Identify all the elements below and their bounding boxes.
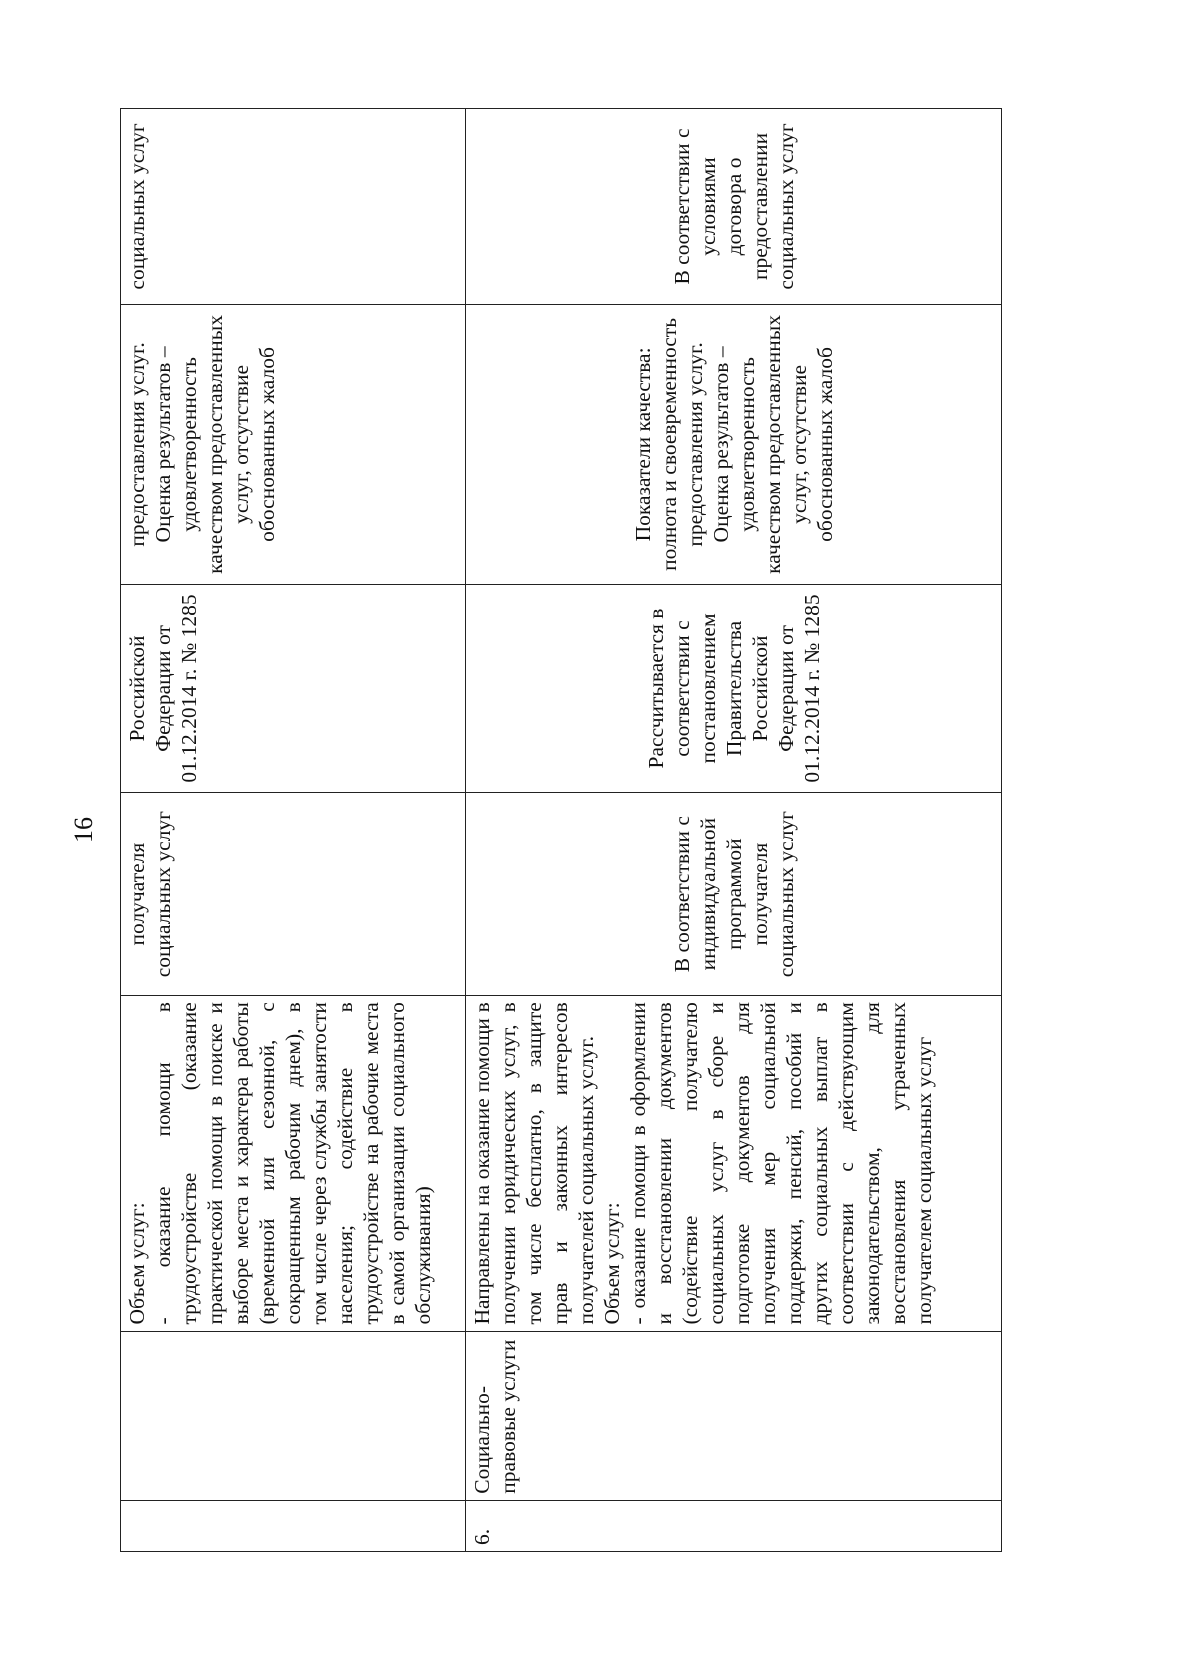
row-number <box>121 1500 466 1551</box>
service-conditions: В соответствии с условиями договора о предоставлении социальных услуг <box>466 109 1002 305</box>
service-term: В соответствии с индивидуальной программой получателя социальных услуг <box>466 793 1002 996</box>
service-conditions: социальных услуг <box>121 109 466 305</box>
service-description <box>121 996 466 1331</box>
services-table <box>120 108 1002 1552</box>
service-term: получателя социальных услуг <box>121 793 466 996</box>
quality-indicators: предоставления услуг. Оценка результатов – удовлетворенность качеством предоставленных услуг, отсутствие обоснованных жалоб <box>121 304 466 584</box>
table-row <box>466 109 1002 1552</box>
service-price: Российской Федерации от 01.12.2014 г. № 1285 <box>121 584 466 792</box>
description-text: Объем услуг: - оказание помощи в трудоустройстве (оказание практической помощи в поиске и выборе места и характера работы (временной или сезонной, с сокращенным рабочим днем), в том числе через службы занятости населения; содействие в трудоустройстве на рабочие места в самой организации социального обслуживания) <box>125 1002 435 1325</box>
service-price: Рассчитывается в соответствии с постановлением Правительства Российской Федерации от 01.12.2014 г. № 1285 <box>466 584 1002 792</box>
service-description <box>466 996 1002 1331</box>
table-row <box>121 109 466 1552</box>
service-name: Социально-правовые услуги <box>466 1331 1002 1500</box>
quality-indicators: Показатели качества: полнота и своевременность предоставления услуг. Оценка результатов – удовлетворенность качеством предоставленных услуг, отсутствие обоснованных жалоб <box>466 304 1002 584</box>
description-text: Направлены на оказание помощи в получении юридических услуг, в том числе бесплатно, в защите прав и законных интересов получателей социальных услуг. Объем услуг: - оказание помощи в оформлении и восстановлении документов (содействие получателю социальных услуг в сборе и подготовке документов для получения мер социальной поддержки, пенсий, пособий и других социальных выплат в соответствии с действующим законодательством, для восстановления утраченных получателем социальных услуг <box>470 1002 936 1325</box>
rotated-table-container <box>120 108 1002 1552</box>
service-name <box>121 1331 466 1500</box>
page-number: 16 <box>69 817 98 843</box>
row-number: 6. <box>466 1500 1002 1551</box>
